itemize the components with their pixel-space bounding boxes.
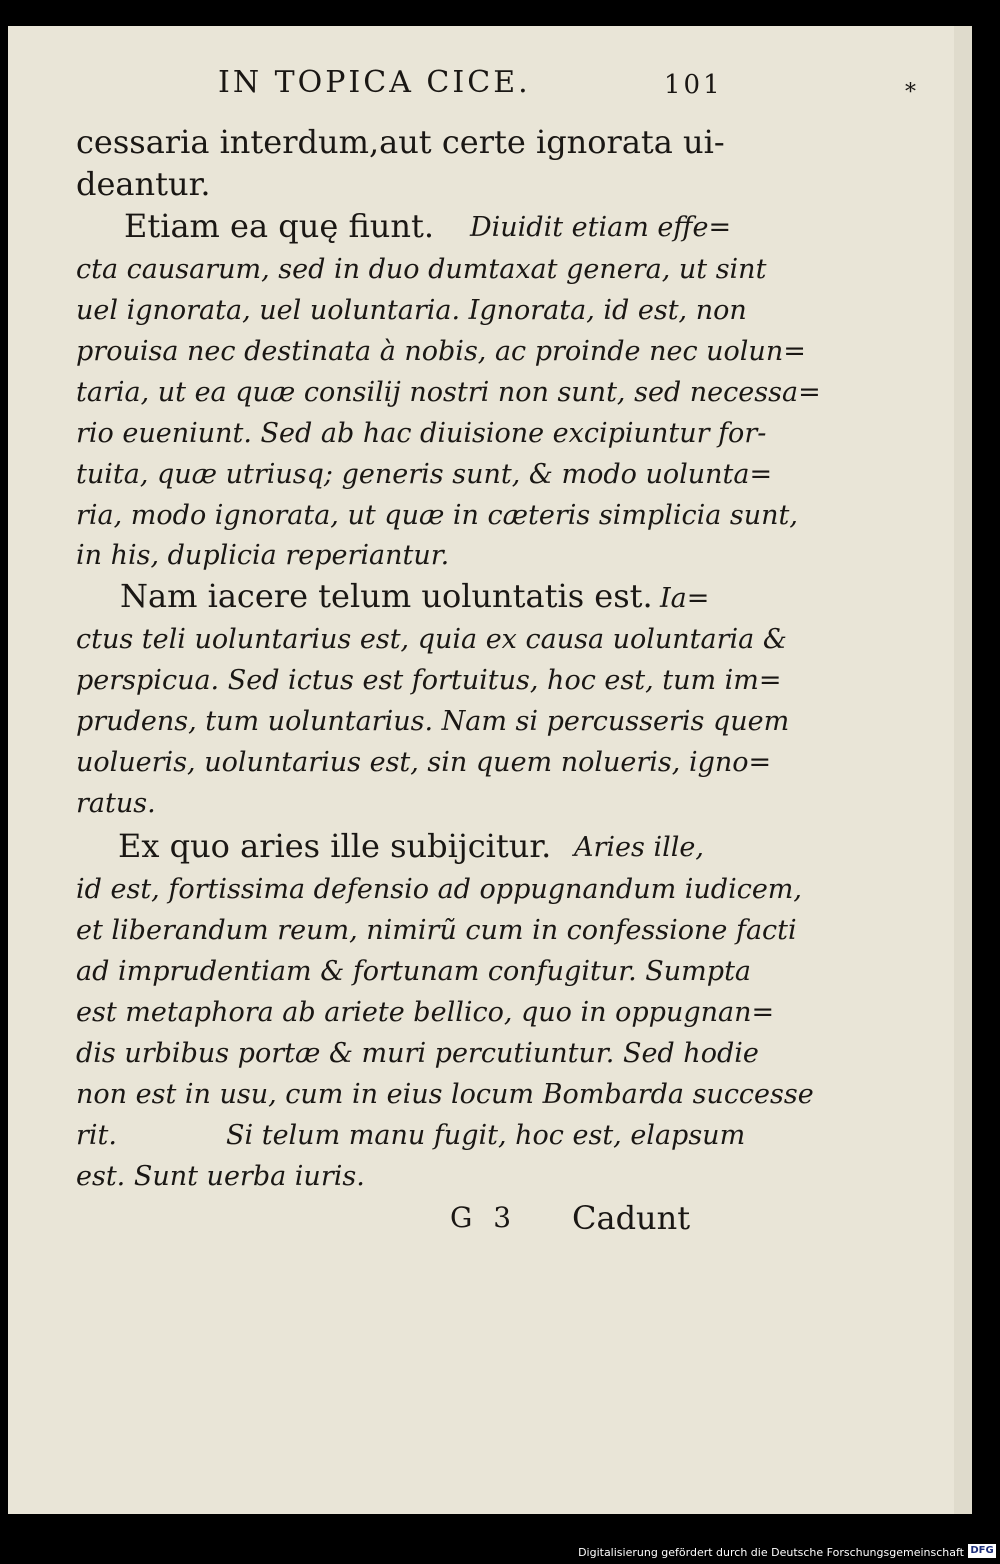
signature-mark: G 3 <box>450 1201 518 1234</box>
commentary-line: id est, fortissima defensio ad oppugnandum iudicem, <box>76 874 802 905</box>
commentary-line: ria, modo ignorata, ut quæ in cæteris simplicia sunt, <box>76 500 798 531</box>
commentary-line: non est in usu, cum in eius locum Bombarda successe <box>76 1079 814 1110</box>
commentary-line: in his, duplicia reperiantur. <box>76 540 450 571</box>
margin-mark: * <box>905 80 916 105</box>
commentary-line: ctus teli uoluntarius est, quia ex causa uoluntaria & <box>76 624 787 655</box>
commentary-line: dis urbibus portæ & muri percutiuntur. Sed hodie <box>76 1038 759 1069</box>
commentary-line: tuita, quæ utriusq; generis sunt, & modo uolunta= <box>76 459 773 490</box>
commentary-line: Ia= <box>660 583 710 614</box>
digitization-credit: Digitalisierung gefördert durch die Deutsche Forschungsgemeinschaft <box>578 1546 964 1559</box>
commentary-line: est. Sunt uerba iuris. <box>76 1161 365 1192</box>
catchword: Cadunt <box>572 1199 691 1237</box>
commentary-line: cta causarum, sed in duo dumtaxat genera, ut sint <box>76 254 767 285</box>
commentary-line: prouisa nec destinata à nobis, ac proinde nec uolun= <box>76 336 806 367</box>
commentary-line: est metaphora ab ariete bellico, quo in oppugnan= <box>76 997 775 1028</box>
running-title: IN TOPICA CICE. <box>218 65 531 100</box>
page-number: 101 <box>664 70 723 100</box>
commentary-line: perspicua. Sed ictus est fortuitus, hoc est, tum im= <box>76 665 782 696</box>
text-line: cessaria interdum,aut certe ignorata ui- <box>76 123 725 161</box>
lemma: Nam iacere telum uoluntatis est. <box>120 577 653 615</box>
commentary-line: rit. <box>76 1120 117 1151</box>
commentary-line: rio eueniunt. Sed ab hac diuisione excipiuntur for- <box>76 418 767 449</box>
commentary-line: Diuidit etiam effe= <box>470 212 732 243</box>
commentary-line: Si telum manu fugit, hoc est, elapsum <box>226 1120 746 1151</box>
commentary-line: uolueris, uoluntarius est, sin quem nolueris, igno= <box>76 747 772 778</box>
lemma: Ex quo aries ille subijcitur. <box>118 827 552 865</box>
text-line: deantur. <box>76 165 211 203</box>
commentary-line: uel ignorata, uel uoluntaria. Ignorata, id est, non <box>76 295 747 326</box>
commentary-line: et liberandum reum, nimirũ cum in confessione facti <box>76 915 797 946</box>
page-edge <box>954 26 972 1514</box>
commentary-line: prudens, tum uoluntarius. Nam si percusseris quem <box>76 706 790 737</box>
commentary-line: taria, ut ea quæ consilij nostri non sunt, sed necessa= <box>76 377 821 408</box>
commentary-line: ratus. <box>76 788 156 819</box>
commentary-line: ad imprudentiam & fortunam confugitur. Sumpta <box>76 956 752 987</box>
lemma: Etiam ea quę fiunt. <box>124 207 435 245</box>
dfg-logo: DFG <box>968 1544 996 1558</box>
commentary-line: Aries ille, <box>574 832 704 863</box>
